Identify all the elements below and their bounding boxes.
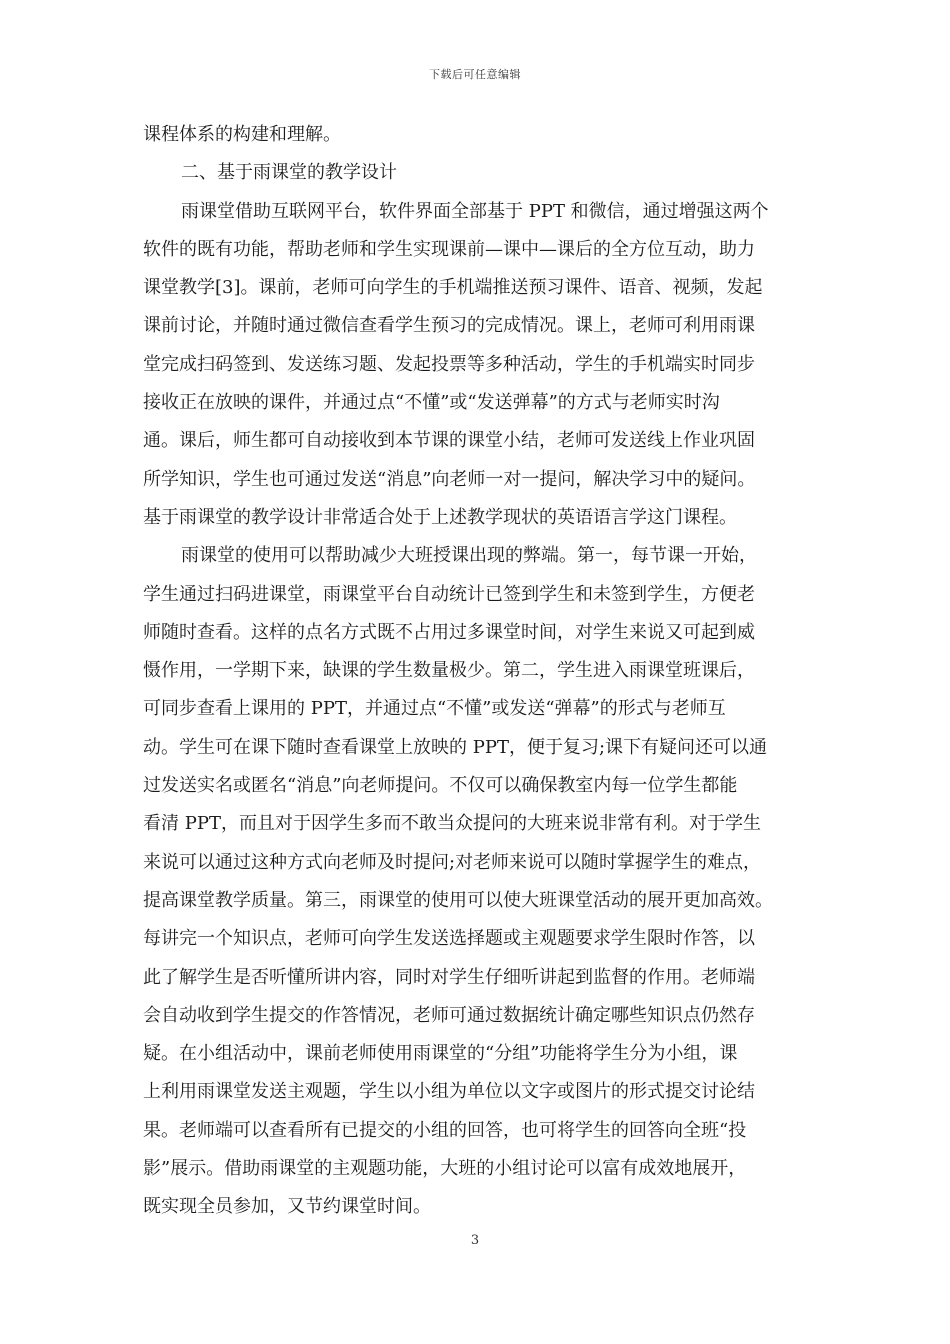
text-line: 接收正在放映的课件，并通过点“不懂”或“发送弹幕”的方式与老师实时沟	[143, 392, 720, 414]
page-number: 3	[470, 1233, 480, 1248]
text-line: 果。老师端可以查看所有已提交的小组的回答，也可将学生的回答向全班“投	[143, 1119, 747, 1141]
text-line: 看清 PPT，而且对于因学生多而不敢当众提问的大班来说非常有利。对于学生	[143, 813, 761, 835]
text-line: 学生通过扫码进课堂，雨课堂平台自动统计已签到学生和未签到学生，方便老	[143, 583, 755, 605]
text-line: 既实现全员参加，又节约课堂时间。	[143, 1196, 431, 1218]
document-body	[143, 116, 823, 1227]
text-line: 会自动收到学生提交的作答情况，老师可通过数据统计确定哪些知识点仍然存	[143, 1004, 755, 1026]
text-line: 课前讨论，并随时通过微信查看学生预习的完成情况。课上，老师可利用雨课	[143, 315, 755, 337]
page-header: 下载后可任意编辑	[429, 68, 521, 81]
text-line: 来说可以通过这种方式向老师及时提问;对老师来说可以随时掌握学生的难点，	[143, 851, 762, 873]
text-line: 二、基于雨课堂的教学设计	[181, 162, 397, 184]
text-line: 上利用雨课堂发送主观题，学生以小组为单位以文字或图片的形式提交讨论结	[143, 1081, 755, 1103]
text-line: 所学知识，学生也可通过发送“消息”向老师一对一提问，解决学习中的疑问。	[143, 468, 756, 490]
text-line: 过发送实名或匿名“消息”向老师提问。不仅可以确保教室内每一位学生都能	[143, 775, 738, 797]
text-line: 动。学生可在课下随时查看课堂上放映的 PPT，便于复习;课下有疑问还可以通	[143, 736, 768, 758]
text-line: 堂完成扫码签到、发送练习题、发起投票等多种活动，学生的手机端实时同步	[143, 353, 755, 375]
text-line: 课堂教学[3]。课前，老师可向学生的手机端推送预习课件、语音、视频，发起	[143, 277, 763, 299]
text-line: 雨课堂的使用可以帮助减少大班授课出现的弊端。第一，每节课一开始，	[181, 545, 757, 567]
text-line: 慑作用，一学期下来，缺课的学生数量极少。第二，学生进入雨课堂班课后，	[143, 660, 755, 682]
text-line: 疑。在小组活动中，课前老师使用雨课堂的“分组”功能将学生分为小组，课	[143, 1043, 738, 1065]
text-line: 此了解学生是否听懂所讲内容，同时对学生仔细听讲起到监督的作用。老师端	[143, 966, 755, 988]
text-line: 师随时查看。这样的点名方式既不占用过多课堂时间，对学生来说又可起到威	[143, 621, 755, 643]
text-line: 通。课后，师生都可自动接收到本节课的课堂小结，老师可发送线上作业巩固	[143, 430, 755, 452]
text-line: 提高课堂教学质量。第三，雨课堂的使用可以使大班课堂活动的展开更加高效。	[143, 889, 773, 911]
text-line: 可同步查看上课用的 PPT，并通过点“不懂”或发送“弹幕”的形式与老师互	[143, 698, 726, 720]
text-line: 基于雨课堂的教学设计非常适合处于上述教学现状的英语语言学这门课程。	[143, 506, 737, 528]
text-line: 每讲完一个知识点，老师可向学生发送选择题或主观题要求学生限时作答，以	[143, 928, 755, 950]
text-line: 课程体系的构建和理解。	[143, 124, 341, 145]
text-line: 影”展示。借助雨课堂的主观题功能，大班的小组讨论可以富有成效地展开，	[143, 1158, 747, 1180]
text-line: 软件的既有功能，帮助老师和学生实现课前—课中—课后的全方位互动，助力	[143, 238, 755, 260]
text-line: 雨课堂借助互联网平台，软件界面全部基于 PPT 和微信，通过增强这两个	[181, 200, 769, 222]
